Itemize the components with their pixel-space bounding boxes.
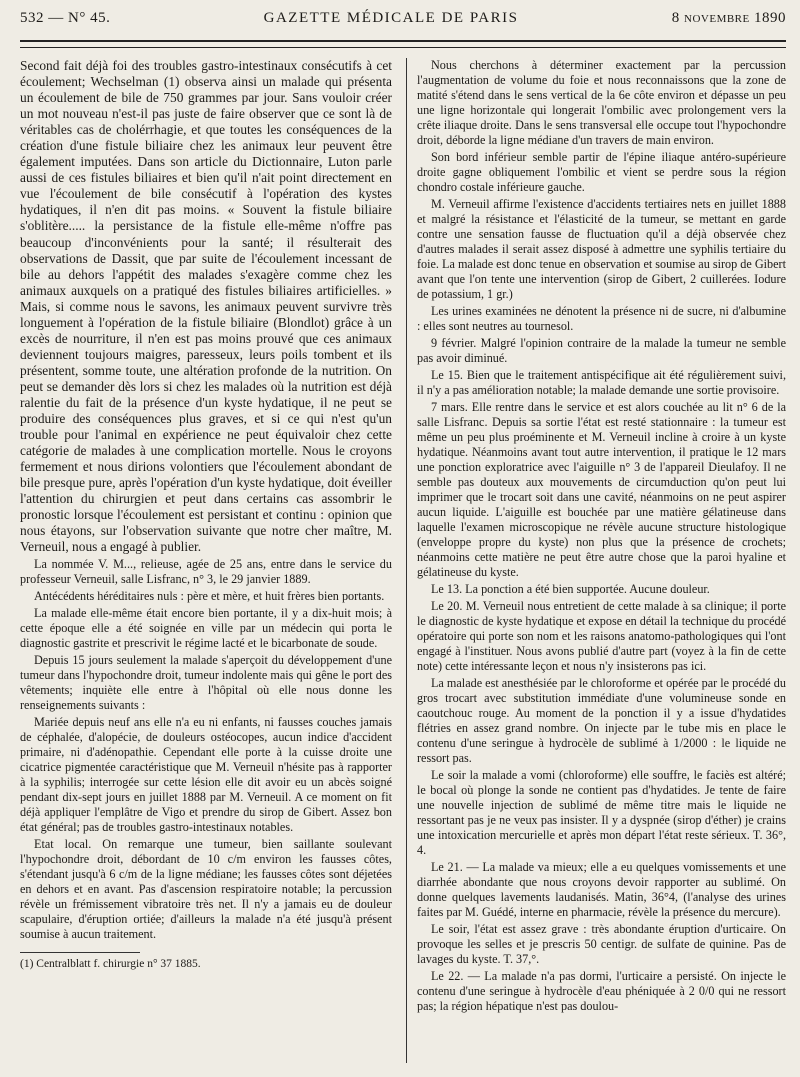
left-column: [20, 58, 392, 1063]
paragraph: Le soir, l'état est assez grave : très abondante éruption d'urticaire. On provoque les selles et je prescris 50 centigr. de sulfate de quinine. Pas de lavages du kyste. T. 37,°.: [416, 922, 786, 966]
paragraph: Mariée depuis neuf ans elle n'a eu ni enfants, ni fausses couches jamais de céphalée, d'alopécie, de douleurs ostéocopes, aucun indice d'accident primaire, ni d'adénopathie. Cependant elle porte à la cuisse droite une cicatrice pigmentée caractéristique que M. Verneuil n'hésite pas à rapporter à la syphilis; interrogée sur cette lésion elle dit avoir eu un abcès soigné pendant dix-sept jours en juillet 1888 par M. Verneuil. A ce moment on fit déjà appliquer l'emplâtre de Vigo et prendre du sirop de Gibert. Assez bon état général; pas de troubles gastro-intestinaux notables.: [20, 715, 392, 835]
paragraph: M. Verneuil affirme l'existence d'accidents tertiaires nets en juillet 1888 et malgré la résistance et l'élasticité de la tumeur, se mettant en garde contre une sensation fausse de fluctuation qu'il a déjà observée chez d'autres malades il serait assez disposé à admettre une syphilis tertiaire du foie. La malade est donc tenue en observation et soumise au sirop de Gibert avant que l'on tente une intervention (sirop de Gibert, 2 cuillerées. Iodure de potassium, 1 gr.): [416, 197, 786, 301]
header-rule: [20, 40, 786, 48]
text-columns: [20, 58, 786, 1063]
issue-date: 8 novembre 1890: [671, 10, 786, 26]
page-header: [20, 10, 786, 36]
paragraph: Etat local. On remarque une tumeur, bien saillante soulevant l'hypochondre droit, débordant de 10 c/m environ les fausses côtes, s'étendant jusqu'à 6 c/m de la ligne médiane; les fausses côtes sont déjetées en dehors et en avant. Pas d'ascension respiratoire notable; la percussion révèle un frémissement vibratoire très net. Il n'y a jamais eu de douleur scapulaire, d'éruption ortiée; d'ailleurs la malade n'a été jusqu'à présent soumise à aucun traitement.: [20, 837, 392, 942]
paragraph: Les urines examinées ne dénotent la présence ni de sucre, ni d'albumine : elles sont neutres au tournesol.: [416, 304, 786, 333]
paragraph: Nous cherchons à déterminer exactement par la percussion l'augmentation de volume du foie et nous reconnaissons que la zone de matité s'étend dans le sens vertical de la 6e côte environ et dépasse un peu une ligne horizontale qui longerait l'ombilic avec prolongement vers la crête iliaque droite. Dans le sens transversal elle occupe tout l'hypochondre droit, déborde la ligne médiane d'un travers de main environ.: [416, 58, 786, 147]
paragraph: 9 février. Malgré l'opinion contraire de la malade la tumeur ne semble pas avoir diminué.: [416, 336, 786, 365]
paragraph: Le 20. M. Verneuil nous entretient de cette malade à sa clinique; il porte le diagnostic de kyste hydatique et expose en détail la technique du procédé opératoire qui porte son nom et les raisons anatomo-pathologiques qui l'ont engagé à l'instituer. Nous avons publié d'autre part (voyez à la fin de cette note) cette intéressante leçon et nous n'y insisterons pas ici.: [416, 599, 786, 673]
paragraph: Le 15. Bien que le traitement antispécifique ait été régulièrement suivi, il n'y a pas amélioration notable; la malade demande une sortie provisoire.: [416, 368, 786, 397]
footnote: (1) Centralblatt f. chirurgie n° 37 1885.: [20, 958, 201, 971]
paragraph: Antécédents héréditaires nuls : père et mère, et huit frères bien portants.: [34, 589, 385, 604]
paragraph: Le 21. — La malade va mieux; elle a eu quelques vomissements et une diarrhée abondante que nous croyons devoir rapporter au sublimé. On donne quelques lavements laudanisés. Matin, 36°4, (l'analyse des urines faites par M. Guédé, interne en pharmacie, révèle la présence du mercure).: [416, 860, 786, 919]
paragraph: Le 13. La ponction a été bien supportée. Aucune douleur.: [430, 582, 710, 596]
paragraph: La malade est anesthésiée par le chloroforme et opérée par le procédé du gros trocart avec substitution immédiate d'une volumineuse sonde en caoutchouc rouge. Au moment de la ponction il y a issue d'hydatides flétries en assez grand nombre. On injecte par le tube mis en place le contenu d'une seringue à hydrocèle de sublimé à 1/2000 : le liquide ne ressort pas.: [416, 676, 786, 765]
paragraph: La malade elle-même était encore bien portante, il y a dix-huit mois; à cette époque elle a été soignée en ville par un médecin qui porta le diagnostic gastrite et prescrivit le régime lacté et le bicarbonate de soude.: [20, 606, 392, 651]
paragraph: Son bord inférieur semble partir de l'épine iliaque antéro-supérieure droite gagne obliquement l'ombilic et vient se perdre sous la région chondro costale inférieure gauche.: [416, 150, 786, 194]
page-number: 532 — N° 45.: [20, 10, 111, 26]
paragraph: 7 mars. Elle rentre dans le service et est alors couchée au lit n° 6 de la salle Lisfranc. Depuis sa sortie l'état est resté stationnaire : la tumeur est même un peu plus proéminente et M. Verneuil incline à croire à un kyste hydatique. Néanmoins avant tout autre intervention, il pratique le 12 mars une ponction exploratrice avec l'aiguille n° 3 de l'appareil Dieulafoy. Il ne semble pas douteux aux mouvements de circumduction qu'on peut lui imprimer que le trocart soit dans une cavité, néanmoins on ne peut aspirer aucun liquide. L'aiguille est bouchée par une matière gélatineuse dans laquelle l'examen microscopique ne révèle aucune structure histologique (enveloppe propre du kyste) non plus que la présence de crochets; néanmoins cette matière ne peut être autre chose que la paroi hyaline et gélatineuse du kyste.: [416, 400, 786, 579]
paragraph: Depuis 15 jours seulement la malade s'aperçoit du développement d'une tumeur dans l'hypochondre droit, tumeur indolente mais qui gêne le port des vêtements; inquiète elle entre à l'hôpital où elle nous donne les renseignements suivants :: [20, 653, 392, 713]
footnote-rule: [20, 952, 140, 953]
paragraph: Second fait déjà foi des troubles gastro-intestinaux consécutifs à cet écoulement; Wechselman (1) observa ainsi un malade qui présenta un écoulement de bile de 750 grammes par jour. Sans vouloir créer un mot nouveau n'est-il pas juste de faire observer que ce sont là de véritables cas de cholérrhagie, et que toutes les conséquences de la création d'une fistule biliaire chez les animaux leur peuvent être également imputées. Dans son article du Dictionnaire, Luton parle aussi de ces fistules biliaires et bien qu'il n'ait point directement en vue l'écoulement de bile consécutif à l'opération des kystes hydatiques, il n'en dit pas moins. « Souvent la fistule biliaire s'oblitère..... la persistance de la fistule elle-même n'offre pas beaucoup d'inconvénients pour la santé; il résulterait des observations de Dassit, que par suite de l'écoulement incessant de bile au dehors l'appétit des malades s'exagère comme chez les animaux auxquels on a pratiqué des fistules biliaires artificielles. » Mais, si comme nous le savons, les animaux peuvent survivre très longuement à l'opération de la fistule biliaire (Blondlot) grâce à un excès de nourriture, il n'en est pas moins prouvé que ces animaux deviennent toujours maigres, paresseux, leurs poils tombent et ils présentent, somme toute, une altération profonde de la nutrition. On peut se demander dès lors si chez les malades où la nutrition est déjà ralentie du fait de la présence d'un kyste hydatique, il ne peut se produire des conséquences plus graves, et si ce qui n'est qu'un trouble pour l'animal en expérience ne peut équivaloir chez cette catégorie de malades à une complication mortelle. Nous le croyons fermement et nous dirions volontiers que l'écoulement abondant de bile presque pure, après l'opération d'un kyste hydatique, doit éveiller l'attention du chirurgien et peut dans certains cas assombrir le pronostic lorsque l'écoulement est persistant et continu : opinion que nous étayons, sur l'observation suivante que notre cher maître, M. Verneuil, nous a engagé à publier.: [20, 58, 392, 555]
paragraph: La nommée V. M..., relieuse, agée de 25 ans, entre dans le service du professeur Verneuil, salle Lisfranc, n° 3, le 29 janvier 1889.: [20, 557, 392, 587]
paragraph: Le 22. — La malade n'a pas dormi, l'urticaire a persisté. On injecte le contenu d'une seringue à hydrocèle d'eau phéniquée à 2 0/0 qui ne ressort pas; la région hépatique n'est pas doulou-: [416, 969, 786, 1013]
paragraph: Le soir la malade a vomi (chloroforme) elle souffre, le faciès est altéré; le bocal où plonge la sonde ne contient pas d'hydatides. Je tente de faire une nouvelle injection de sublimé de même titre mais le liquide ne ressortant pas je ne veux pas insister. Il y a dyspnée (sirop d'éther) je crains une intoxication mercurielle et après mon départ l'état reste sérieux. T. 36°, 4.: [416, 768, 786, 857]
right-column: [406, 58, 786, 1063]
journal-title: GAZETTE MÉDICALE DE PARIS: [263, 10, 519, 26]
